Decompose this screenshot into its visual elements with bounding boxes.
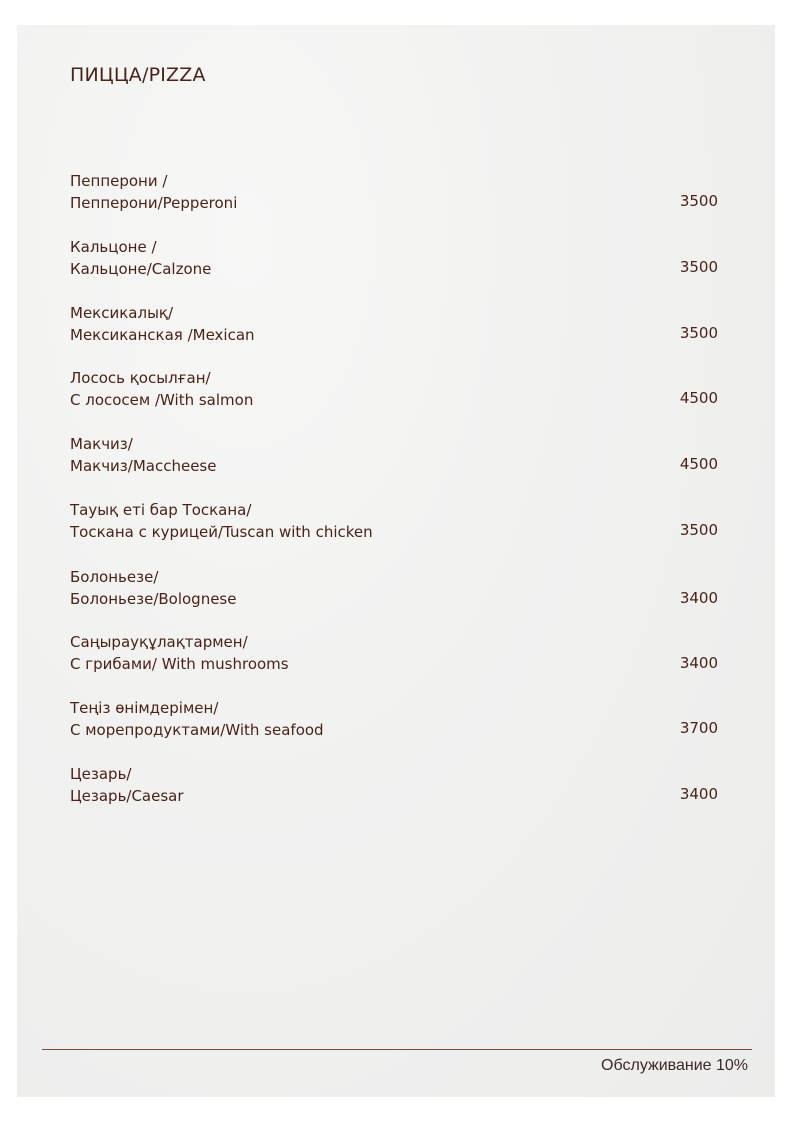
menu-item-name-ru-en: С грибами/ With mushrooms — [70, 655, 289, 673]
menu-item-name-kk: Кальцоне / — [70, 238, 157, 256]
menu-item-name-kk: Тауық еті бар Тоскана/ — [70, 501, 252, 519]
menu-item-name-ru-en: Пепперони/Pepperoni — [70, 194, 238, 212]
menu-item — [70, 367, 720, 411]
menu-item — [70, 236, 720, 280]
menu-item — [70, 697, 720, 741]
menu-item-name-ru-en: Тоскана с курицей/Tuscan with chicken — [70, 523, 373, 541]
menu-item-name-ru-en: Болоньезе/Bolognese — [70, 590, 237, 608]
menu-item — [70, 170, 720, 214]
menu-item — [70, 566, 720, 610]
menu-item — [70, 499, 720, 543]
menu-item-price: 3500 — [679, 192, 718, 210]
menu-item-name-ru-en: Кальцоне/Calzone — [70, 260, 212, 278]
menu-item-name-kk: Макчиз/ — [70, 435, 133, 453]
menu-item — [70, 433, 720, 477]
menu-item-price: 3500 — [679, 258, 718, 276]
menu-item-price: 3400 — [679, 589, 718, 607]
menu-item — [70, 763, 720, 807]
menu-item — [70, 302, 720, 346]
menu-item-name-kk: Пеппeрони / — [70, 172, 168, 190]
menu-item-name-kk: Мексикалық/ — [70, 304, 174, 322]
menu-item-price: 4500 — [679, 389, 718, 407]
menu-item-name-ru-en: Цезарь/Caesar — [70, 787, 184, 805]
menu-item-name-kk: Цезарь/ — [70, 765, 132, 783]
service-charge-note: Обслуживание 10% — [601, 1057, 748, 1074]
menu-item-name-kk: Болоньезе/ — [70, 568, 159, 586]
menu-item-name-kk: Теңіз өнімдерімен/ — [70, 699, 219, 717]
menu-item-price: 3500 — [679, 521, 718, 539]
menu-item-name-ru-en: Макчиз/Maccheese — [70, 457, 217, 475]
menu-item-price: 3700 — [679, 719, 718, 737]
menu-item-name-ru-en: Мексиканская /Mexican — [70, 326, 255, 344]
menu-item-price: 3500 — [679, 324, 718, 342]
menu-item-price: 3400 — [679, 785, 718, 803]
menu-section-title: ПИЦЦА/PIZZA — [70, 64, 206, 86]
menu-item — [70, 631, 720, 675]
menu-item-price: 4500 — [679, 455, 718, 473]
menu-item-name-ru-en: С морепродуктами/With seafood — [70, 721, 324, 739]
menu-item-name-ru-en: С лососем /With salmon — [70, 391, 254, 409]
footer-divider — [42, 1049, 752, 1050]
menu-item-price: 3400 — [679, 654, 718, 672]
menu-item-name-kk: Лосось қосылған/ — [70, 369, 211, 387]
menu-item-name-kk: Саңырауқұлақтармен/ — [70, 633, 248, 651]
